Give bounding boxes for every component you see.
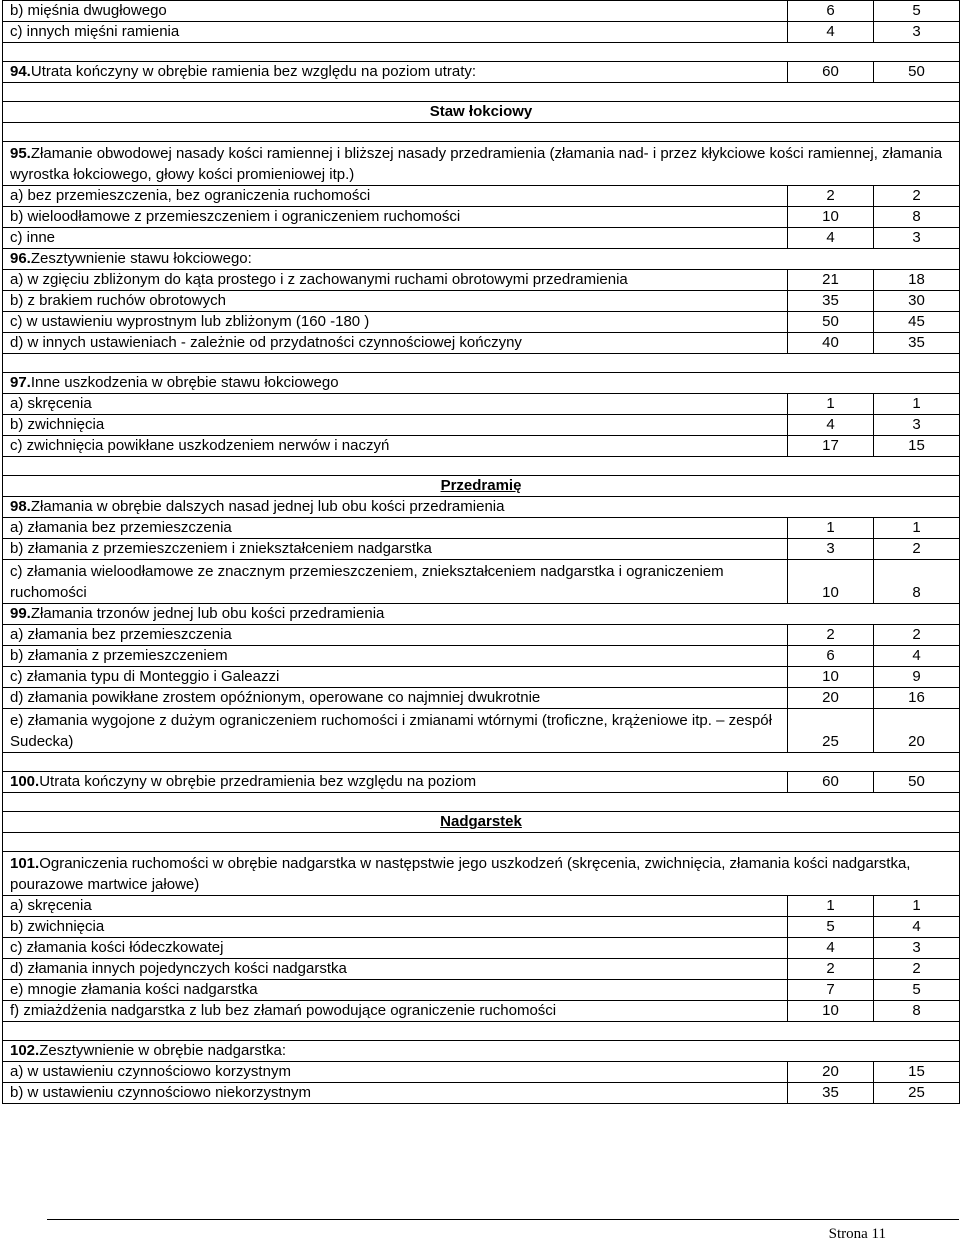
value-1: 40 bbox=[788, 333, 874, 354]
value-2: 3 bbox=[874, 415, 960, 436]
value-2: 2 bbox=[874, 959, 960, 980]
table-row bbox=[3, 938, 960, 959]
row-text: c) złamania kości łódeczkowatej bbox=[3, 938, 788, 959]
spacer-row bbox=[3, 123, 960, 142]
value-1: 4 bbox=[788, 22, 874, 43]
table-row bbox=[3, 625, 960, 646]
table-row bbox=[3, 312, 960, 333]
table-row bbox=[3, 1, 960, 22]
value-1: 10 bbox=[788, 560, 874, 604]
value-2: 5 bbox=[874, 980, 960, 1001]
row-text: a) w ustawieniu czynnościowo korzystnym bbox=[3, 1062, 788, 1083]
table-row bbox=[3, 1062, 960, 1083]
row-text: d) w innych ustawieniach - zależnie od przydatności czynnościowej kończyny bbox=[3, 333, 788, 354]
table-row bbox=[3, 959, 960, 980]
value-2: 15 bbox=[874, 1062, 960, 1083]
row-text: d) złamania powikłane zrostem opóźnionym, operowane co najmniej dwukrotnie bbox=[3, 688, 788, 709]
value-1: 60 bbox=[788, 62, 874, 83]
value-1: 25 bbox=[788, 709, 874, 753]
item-title: Złamania trzonów jednej lub obu kości przedramienia bbox=[30, 605, 385, 622]
value-1: 5 bbox=[788, 917, 874, 938]
item-number: 97. bbox=[10, 374, 31, 391]
row-text: e) złamania wygojone z dużym ograniczeniem ruchomości i zmianami wtórnymi (troficzne, krążeniowe itp. – zespół Sudecka) bbox=[3, 709, 788, 753]
row-text: b) mięśnia dwugłowego bbox=[3, 1, 788, 22]
table-row bbox=[3, 228, 960, 249]
row-text: c) złamania wieloodłamowe ze znacznym przemieszczeniem, zniekształceniem nadgarstka i ograniczeniem ruchomości bbox=[3, 560, 788, 604]
value-2: 50 bbox=[874, 62, 960, 83]
table-row bbox=[3, 539, 960, 560]
table-row bbox=[3, 142, 960, 186]
section-heading-text: Nadgarstek bbox=[440, 813, 522, 830]
table-row bbox=[3, 646, 960, 667]
row-text: a) skręcenia bbox=[3, 394, 788, 415]
item-number: 96. bbox=[10, 250, 31, 267]
table-row bbox=[3, 436, 960, 457]
row-text: c) zwichnięcia powikłane uszkodzeniem nerwów i naczyń bbox=[3, 436, 788, 457]
table-row bbox=[3, 852, 960, 896]
value-2: 2 bbox=[874, 539, 960, 560]
value-2: 45 bbox=[874, 312, 960, 333]
value-1: 10 bbox=[788, 207, 874, 228]
value-1: 21 bbox=[788, 270, 874, 291]
value-1: 50 bbox=[788, 312, 874, 333]
spacer-row bbox=[3, 753, 960, 772]
item-number: 94. bbox=[10, 63, 31, 80]
table-row bbox=[3, 333, 960, 354]
row-text: a) złamania bez przemieszczenia bbox=[3, 518, 788, 539]
spacer-row bbox=[3, 833, 960, 852]
item-title: Utrata kończyny w obrębie przedramienia bez względu na poziom bbox=[39, 773, 477, 790]
value-1: 7 bbox=[788, 980, 874, 1001]
value-1: 2 bbox=[788, 959, 874, 980]
table-row bbox=[3, 291, 960, 312]
table-row bbox=[3, 249, 960, 270]
row-text: b) złamania z przemieszczeniem bbox=[3, 646, 788, 667]
section-heading bbox=[3, 476, 960, 497]
footer-divider bbox=[47, 1219, 959, 1220]
value-2: 30 bbox=[874, 291, 960, 312]
table-row bbox=[3, 1001, 960, 1022]
value-1: 20 bbox=[788, 1062, 874, 1083]
value-2: 8 bbox=[874, 560, 960, 604]
table-row bbox=[3, 980, 960, 1001]
row-text: a) w zgięciu zbliżonym do kąta prostego i z zachowanymi ruchami obrotowymi przedramienia bbox=[3, 270, 788, 291]
item-title: Ograniczenia ruchomości w obrębie nadgarstka w następstwie jego uszkodzeń (skręcenia, zwichnięcia, złamania kości nadgarstka, pourazowe martwice jałowe) bbox=[10, 855, 911, 893]
value-2: 3 bbox=[874, 22, 960, 43]
row-text: f) zmiażdżenia nadgarstka z lub bez złamań powodujące ograniczenie ruchomości bbox=[3, 1001, 788, 1022]
page-number: Strona 11 bbox=[828, 1226, 886, 1242]
value-1: 6 bbox=[788, 646, 874, 667]
row-text: b) z brakiem ruchów obrotowych bbox=[3, 291, 788, 312]
row-text bbox=[3, 852, 960, 896]
value-1: 10 bbox=[788, 1001, 874, 1022]
row-text: c) złamania typu di Monteggio i Galeazzi bbox=[3, 667, 788, 688]
item-number: 95. bbox=[10, 145, 31, 162]
item-number: 101. bbox=[10, 855, 40, 872]
value-2: 1 bbox=[874, 518, 960, 539]
section-heading-row bbox=[3, 476, 960, 497]
row-text: a) skręcenia bbox=[3, 896, 788, 917]
row-text: b) w ustawieniu czynnościowo niekorzystnym bbox=[3, 1083, 788, 1104]
value-2: 1 bbox=[874, 394, 960, 415]
table-row bbox=[3, 560, 960, 604]
value-1: 4 bbox=[788, 228, 874, 249]
value-1: 10 bbox=[788, 667, 874, 688]
value-2: 2 bbox=[874, 186, 960, 207]
value-1: 20 bbox=[788, 688, 874, 709]
table-row bbox=[3, 415, 960, 436]
table-row bbox=[3, 896, 960, 917]
row-text: b) zwichnięcia bbox=[3, 917, 788, 938]
spacer-row bbox=[3, 83, 960, 102]
spacer-row bbox=[3, 43, 960, 62]
row-text: c) innych mięśni ramienia bbox=[3, 22, 788, 43]
row-text bbox=[3, 249, 960, 270]
item-title: Złamania w obrębie dalszych nasad jednej lub obu kości przedramienia bbox=[30, 498, 505, 515]
value-1: 60 bbox=[788, 772, 874, 793]
item-title: Złamanie obwodowej nasady kości ramiennej i bliższej nasady przedramienia (złamania nad- i przez kłykciowe kości ramiennej, złamania wyrostka łokciowego, głowy kości promieniowej itp.) bbox=[10, 145, 943, 183]
row-text bbox=[3, 373, 960, 394]
value-1: 1 bbox=[788, 518, 874, 539]
value-2: 8 bbox=[874, 207, 960, 228]
table-row bbox=[3, 709, 960, 753]
value-2: 3 bbox=[874, 938, 960, 959]
table-row bbox=[3, 917, 960, 938]
value-1: 35 bbox=[788, 1083, 874, 1104]
row-text: c) inne bbox=[3, 228, 788, 249]
value-1: 3 bbox=[788, 539, 874, 560]
section-heading-row bbox=[3, 102, 960, 123]
section-heading bbox=[3, 812, 960, 833]
value-2: 9 bbox=[874, 667, 960, 688]
spacer-row bbox=[3, 793, 960, 812]
row-text: b) złamania z przemieszczeniem i zniekształceniem nadgarstka bbox=[3, 539, 788, 560]
table-row bbox=[3, 373, 960, 394]
table-row bbox=[3, 270, 960, 291]
section-heading-row bbox=[3, 812, 960, 833]
item-number: 100. bbox=[10, 773, 40, 790]
row-text: a) bez przemieszczenia, bez ograniczenia ruchomości bbox=[3, 186, 788, 207]
item-title: Utrata kończyny w obrębie ramienia bez względu na poziom utraty: bbox=[30, 63, 477, 80]
row-text: b) wieloodłamowe z przemieszczeniem i ograniczeniem ruchomości bbox=[3, 207, 788, 228]
table-row bbox=[3, 688, 960, 709]
row-text bbox=[3, 62, 788, 83]
section-heading: Staw łokciowy bbox=[3, 102, 960, 123]
row-text bbox=[3, 1041, 960, 1062]
value-2: 8 bbox=[874, 1001, 960, 1022]
value-2: 18 bbox=[874, 270, 960, 291]
row-text: a) złamania bez przemieszczenia bbox=[3, 625, 788, 646]
section-heading-text: Przedramię bbox=[440, 477, 522, 494]
table-row bbox=[3, 518, 960, 539]
row-text: e) mnogie złamania kości nadgarstka bbox=[3, 980, 788, 1001]
value-2: 35 bbox=[874, 333, 960, 354]
table-row bbox=[3, 207, 960, 228]
table-row bbox=[3, 604, 960, 625]
value-1: 1 bbox=[788, 896, 874, 917]
item-title: Zesztywnienie w obrębie nadgarstka: bbox=[39, 1042, 286, 1059]
spacer-row bbox=[3, 457, 960, 476]
item-title: Inne uszkodzenia w obrębie stawu łokciowego bbox=[30, 374, 339, 391]
value-1: 17 bbox=[788, 436, 874, 457]
table-row bbox=[3, 394, 960, 415]
table-row bbox=[3, 1041, 960, 1062]
table-row bbox=[3, 772, 960, 793]
item-number: 99. bbox=[10, 605, 31, 622]
table-row bbox=[3, 186, 960, 207]
value-2: 4 bbox=[874, 917, 960, 938]
item-number: 98. bbox=[10, 498, 31, 515]
value-1: 1 bbox=[788, 394, 874, 415]
row-text bbox=[3, 142, 960, 186]
table-row bbox=[3, 22, 960, 43]
spacer-row bbox=[3, 354, 960, 373]
value-2: 50 bbox=[874, 772, 960, 793]
value-2: 2 bbox=[874, 625, 960, 646]
value-2: 16 bbox=[874, 688, 960, 709]
table-row bbox=[3, 667, 960, 688]
table-row bbox=[3, 62, 960, 83]
value-1: 6 bbox=[788, 1, 874, 22]
value-2: 25 bbox=[874, 1083, 960, 1104]
value-1: 2 bbox=[788, 186, 874, 207]
value-1: 4 bbox=[788, 415, 874, 436]
value-1: 2 bbox=[788, 625, 874, 646]
row-text bbox=[3, 772, 788, 793]
value-2: 5 bbox=[874, 1, 960, 22]
row-text: c) w ustawieniu wyprostnym lub zbliżonym (160 -180 ) bbox=[3, 312, 788, 333]
value-2: 15 bbox=[874, 436, 960, 457]
value-2: 20 bbox=[874, 709, 960, 753]
value-2: 4 bbox=[874, 646, 960, 667]
score-table bbox=[2, 0, 960, 1104]
table-row bbox=[3, 1083, 960, 1104]
row-text: d) złamania innych pojedynczych kości nadgarstka bbox=[3, 959, 788, 980]
value-2: 3 bbox=[874, 228, 960, 249]
row-text bbox=[3, 604, 960, 625]
spacer-row bbox=[3, 1022, 960, 1041]
value-2: 1 bbox=[874, 896, 960, 917]
value-1: 4 bbox=[788, 938, 874, 959]
table-row bbox=[3, 497, 960, 518]
value-1: 35 bbox=[788, 291, 874, 312]
row-text: b) zwichnięcia bbox=[3, 415, 788, 436]
item-number: 102. bbox=[10, 1042, 40, 1059]
row-text bbox=[3, 497, 960, 518]
item-title: Zesztywnienie stawu łokciowego: bbox=[30, 250, 252, 267]
